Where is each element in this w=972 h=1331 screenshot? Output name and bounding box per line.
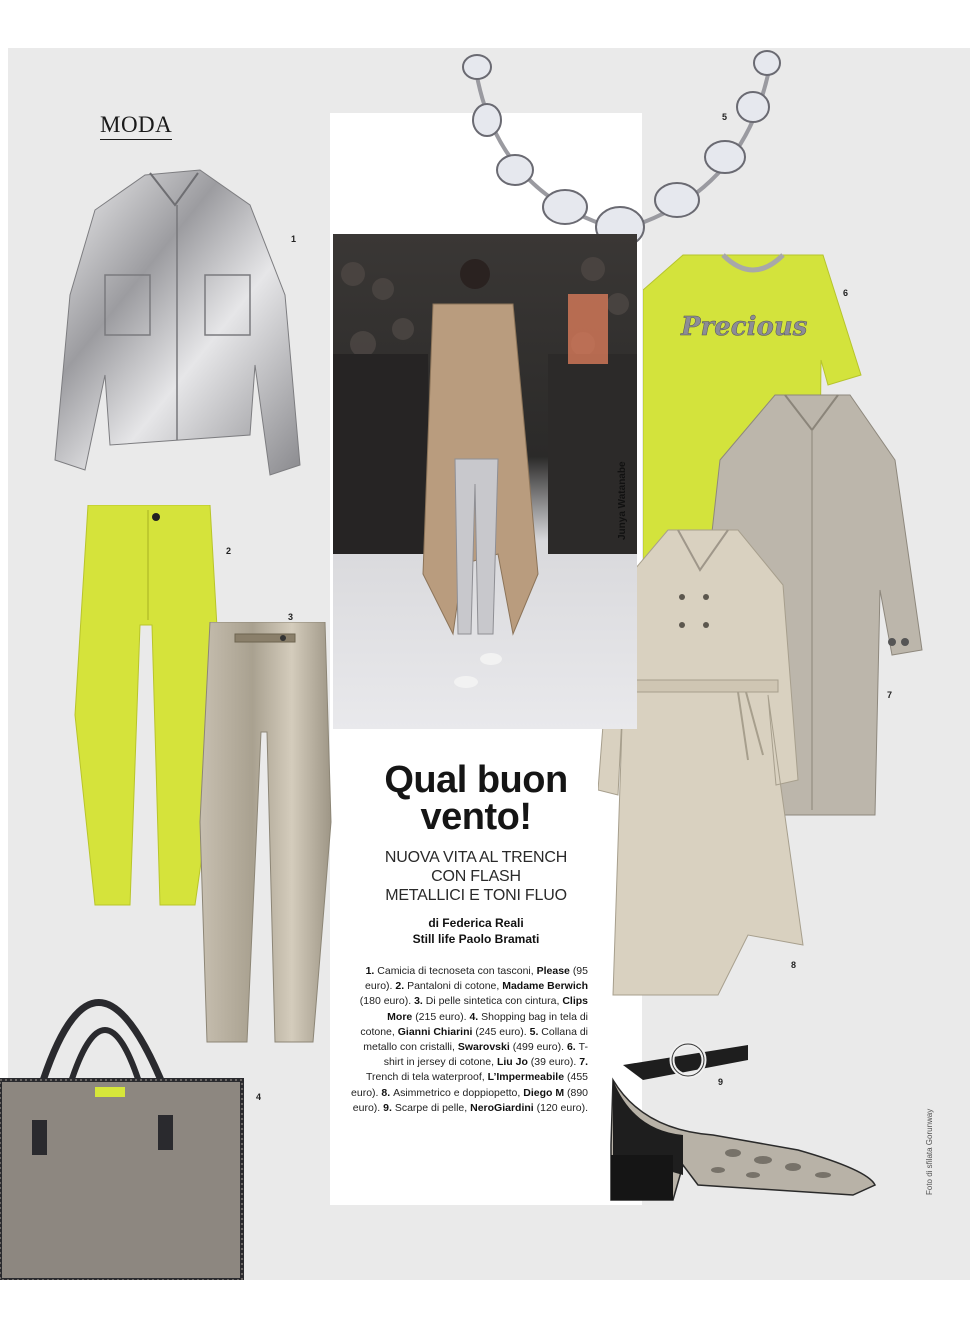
caption-item-description: Camicia di tecnoseta con tasconi, bbox=[377, 965, 537, 977]
runway-photo bbox=[333, 234, 637, 729]
caption-item-price: (455 euro). bbox=[351, 1071, 588, 1099]
runway-model-illustration bbox=[333, 234, 637, 729]
section-rubric: MODA bbox=[100, 112, 172, 140]
crystal-necklace-image bbox=[455, 45, 785, 260]
photo-credit: Foto di sfilata Gorunway bbox=[925, 1108, 934, 1195]
title-line-1: Qual buon bbox=[384, 759, 568, 801]
caption-item-number: 6. bbox=[566, 1041, 579, 1054]
caption-item-brand: Swarovski bbox=[457, 1041, 513, 1054]
caption-item-price: (95 euro). bbox=[365, 965, 588, 993]
caption-item-description: T-shirt in jersey di cotone, bbox=[383, 1041, 588, 1069]
caption-item-description: Collana di metallo con cristalli, bbox=[363, 1025, 588, 1054]
title-line-2: vento! bbox=[420, 796, 532, 838]
caption-item-number: 3. bbox=[414, 995, 426, 1008]
article-credits bbox=[345, 915, 607, 947]
caption-item-number: 2. bbox=[395, 980, 408, 993]
caption-item-price: (245 euro). bbox=[475, 1025, 530, 1038]
product-number: 9 bbox=[718, 1077, 724, 1087]
article-title bbox=[335, 759, 617, 838]
still-life-credit: Still life Paolo Bramati bbox=[412, 932, 540, 946]
caption-item-description: Trench di tela waterproof, bbox=[366, 1071, 488, 1084]
product-caption bbox=[350, 964, 588, 1116]
caption-item-brand: Gianni Chiarini bbox=[397, 1025, 476, 1038]
product-number: 3 bbox=[288, 612, 294, 622]
caption-item-brand: Diego M bbox=[523, 1086, 567, 1099]
caption-item-description: Di pelle sintetica con cintura, bbox=[425, 995, 563, 1008]
product-number: 6 bbox=[843, 288, 849, 298]
product-number: 7 bbox=[887, 690, 893, 700]
caption-item-price: (120 euro). bbox=[536, 1101, 588, 1114]
caption-item-brand: Clips More bbox=[387, 995, 588, 1023]
caption-item-description: Shopping bag in tela di cotone, bbox=[360, 1010, 588, 1038]
subtitle-line-1: NUOVA VITA AL TRENCH bbox=[384, 849, 568, 866]
caption-item-description: Pantaloni di cotone, bbox=[407, 980, 503, 993]
caption-item-brand: Please bbox=[536, 965, 573, 977]
subtitle-line-2: CON FLASH bbox=[431, 868, 521, 885]
caption-item-number: 5. bbox=[529, 1025, 542, 1038]
snakeskin-shoe-image bbox=[603, 1035, 878, 1210]
caption-item-description: Asimmetrico e doppiopetto, bbox=[393, 1086, 524, 1099]
shopping-bag-image bbox=[0, 935, 245, 1280]
silver-shirt-image bbox=[50, 165, 305, 485]
article-subtitle bbox=[345, 848, 607, 905]
caption-item-number: 7. bbox=[579, 1056, 588, 1069]
tshirt-print-text: Precious bbox=[681, 312, 808, 342]
caption-item-brand: L’Impermeabile bbox=[487, 1071, 567, 1084]
caption-item-brand: NeroGiardini bbox=[470, 1101, 537, 1114]
caption-item-brand: Madame Berwich bbox=[502, 980, 588, 993]
caption-item-number: 9. bbox=[383, 1101, 395, 1114]
caption-item-number: 1. bbox=[365, 965, 378, 977]
caption-item-number: 4. bbox=[469, 1010, 482, 1023]
caption-item-price: (39 euro). bbox=[530, 1056, 580, 1069]
byline: di Federica Reali bbox=[428, 916, 524, 930]
product-number: 2 bbox=[226, 546, 232, 556]
caption-item-price: (180 euro). bbox=[359, 995, 415, 1008]
product-number: 8 bbox=[791, 960, 797, 970]
runway-designer-credit: Junya Watanabe bbox=[617, 461, 628, 540]
product-number: 5 bbox=[722, 112, 728, 122]
product-number: 4 bbox=[256, 1092, 262, 1102]
caption-item-description: Scarpe di pelle, bbox=[394, 1101, 471, 1114]
caption-item-brand: Liu Jo bbox=[496, 1056, 531, 1069]
caption-item-price: (890 euro). bbox=[352, 1086, 588, 1114]
caption-item-price: (215 euro). bbox=[415, 1010, 470, 1023]
caption-item-price: (499 euro). bbox=[512, 1041, 567, 1054]
subtitle-line-3: METALLICI E TONI FLUO bbox=[385, 887, 567, 904]
product-number: 1 bbox=[291, 234, 297, 244]
caption-item-number: 8. bbox=[381, 1086, 394, 1099]
caption-item bbox=[383, 1102, 588, 1114]
